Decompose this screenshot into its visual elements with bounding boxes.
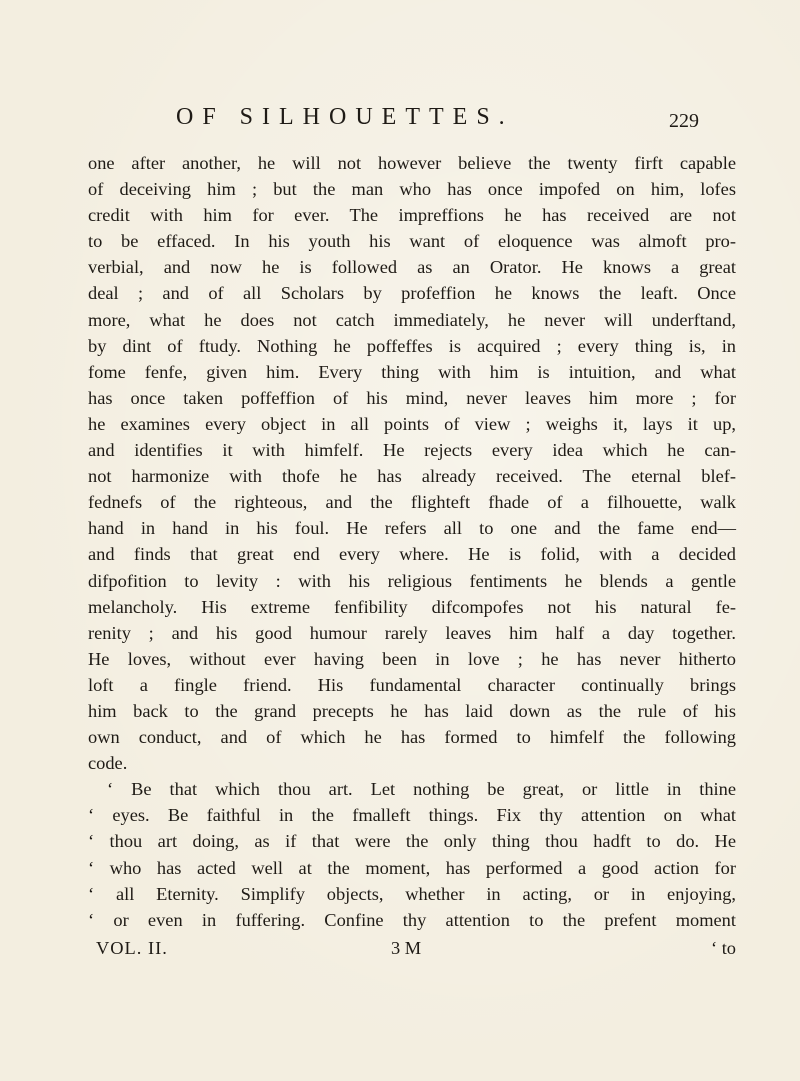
body-text [88,150,736,933]
text-line: by dint of ftudy. Nothing he poffeffes is acquired ; every thing is, in [88,335,736,356]
quote-line: ‘ or even in fuffering. Confine thy attention to the prefent moment [88,909,736,930]
text-line: of deceiving him ; but the man who has once impofed on him, lofes [88,179,736,200]
text-line: own conduct, and of which he has formed to himfelf the following [88,727,736,748]
text-line: renity ; and his good humour rarely leaves him half a day together. [88,622,736,643]
quote-line: ‘ all Eternity. Simplify objects, whether in acting, or in enjoying, [88,883,736,904]
quote-line: ‘ Be that which thou art. Let nothing be great, or little in thine [107,779,736,800]
text-line: fome fenfe, given him. Every thing with him is intuition, and what [88,361,736,382]
signature-mark: 3 M [391,938,422,958]
page-number: 229 [669,110,699,132]
text-line: has once taken poffeffion of his mind, never leaves him more ; for [88,387,736,408]
running-head-title: OF SILHOUETTES. [176,104,514,130]
text-line: code. [88,753,128,774]
text-line: credit with him for ever. The impreffions he has received are not [88,205,736,226]
text-line: and finds that great end every where. He is folid, with a decided [88,544,736,565]
text-line: one after another, he will not however believe the twenty firft capable [88,153,736,173]
page-footer [88,935,736,961]
text-line: to be effaced. In his youth his want of eloquence was almoft pro- [88,231,736,252]
text-line: he examines every object in all points of view ; weighs it, lays it up, [88,413,736,434]
text-line: He loves, without ever having been in love ; he has never hitherto [88,648,736,669]
catchword: ‘ to [710,938,736,958]
text-line: difpofition to levity : with his religious fentiments he blends a gentle [88,570,736,591]
text-line: verbial, and now he is followed as an Orator. He knows a great [88,257,736,278]
text-line: hand in hand in his foul. He refers all to one and the fame end— [88,518,736,539]
quote-line: ‘ thou art doing, as if that were the only thing thou hadft to do. He [88,831,736,852]
volume-label: VOL. II. [96,938,168,958]
quote-line: ‘ eyes. Be faithful in the fmalleft things. Fix thy attention on what [88,805,736,826]
text-line: not harmonize with thofe he has already received. The eternal blef- [88,466,736,487]
text-line: melancholy. His extreme fenfibility difcompofes not his natural fe- [88,596,736,617]
text-line: fednefs of the righteous, and the flighteft fhade of a filhouette, walk [88,492,736,513]
text-line: deal ; and of all Scholars by profeffion he knows the leaft. Once [88,283,736,304]
text-line: loft a fingle friend. His fundamental character continually brings [88,674,736,695]
running-head [0,104,800,144]
text-line: more, what he does not catch immediately, he never will underftand, [88,309,736,330]
text-line: him back to the grand precepts he has laid down as the rule of his [88,700,736,721]
quote-line: ‘ who has acted well at the moment, has performed a good action for [88,857,736,878]
text-line: and identifies it with himfelf. He rejects every idea which he can- [88,440,736,461]
